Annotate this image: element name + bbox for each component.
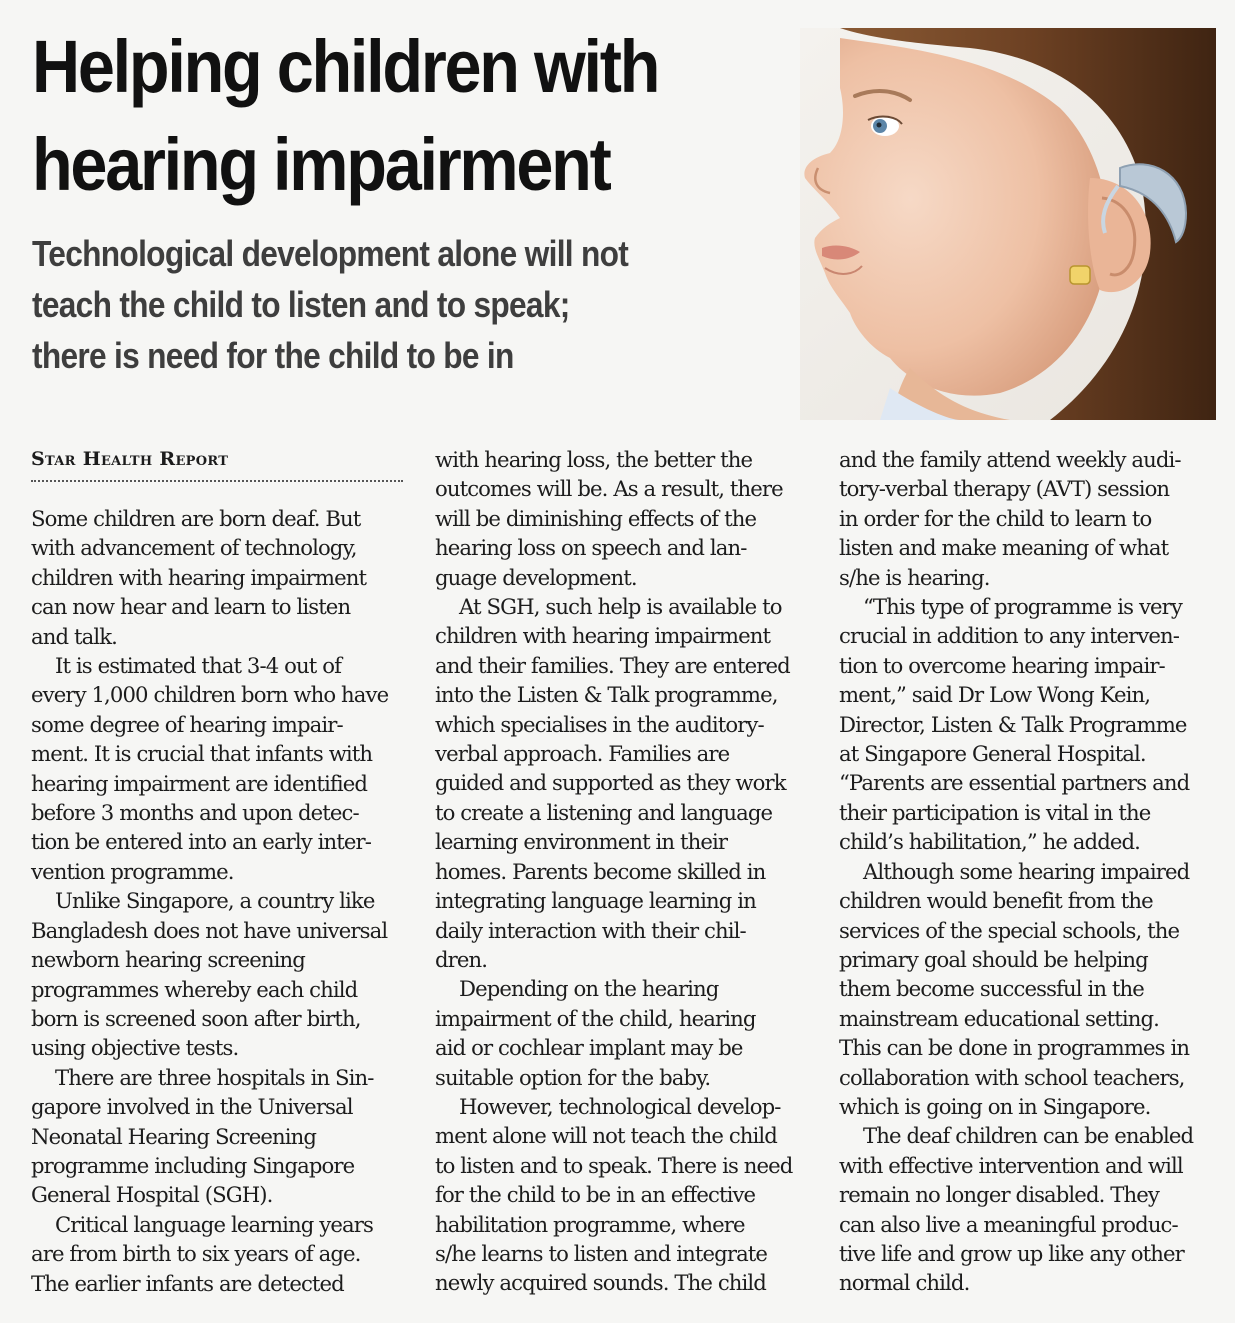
- text-line: before 3 months and upon detec-: [31, 800, 359, 826]
- text-line: habilitation programme, where: [435, 1211, 745, 1237]
- text-line: mainstream educational setting.: [839, 1005, 1159, 1031]
- text-line: can now hear and learn to listen: [31, 594, 351, 620]
- text-line: The earlier infants are detected: [31, 1270, 344, 1296]
- text-line: children with hearing impairment: [31, 564, 367, 590]
- text-line: programmes whereby each child: [31, 976, 358, 1002]
- text-line: The deaf children can be enabled: [863, 1123, 1194, 1149]
- byline-divider: [31, 480, 403, 482]
- paragraph: [31, 1063, 415, 1210]
- article-column-2: [435, 445, 819, 1298]
- text-line: outcomes will be. As a result, there: [435, 476, 783, 502]
- text-line: tive life and grow up like any other: [839, 1240, 1184, 1266]
- child-with-hearing-aid-photo: [800, 28, 1216, 420]
- paragraph: [435, 592, 819, 974]
- text-line: Neonatal Hearing Screening: [31, 1123, 317, 1149]
- text-line: s/he is hearing.: [839, 564, 990, 590]
- text-line: Some children are born deaf. But: [31, 506, 361, 531]
- paragraph: [839, 1121, 1223, 1297]
- article-column-3: [839, 445, 1223, 1298]
- text-line: for the child to be in an effective: [435, 1182, 756, 1208]
- text-line: There are three hospitals in Sin-: [55, 1064, 374, 1090]
- text-line: and talk.: [31, 623, 117, 649]
- text-line: services of the special schools, the: [839, 917, 1180, 943]
- text-line: ment. It is crucial that infants with: [31, 741, 373, 767]
- text-line: homes. Parents become skilled in: [435, 858, 766, 884]
- paragraph: [435, 445, 819, 592]
- text-line: newborn hearing screening: [31, 947, 305, 973]
- text-line: tion be entered into an early inter-: [31, 829, 372, 855]
- text-line: impairment of the child, hearing: [435, 1005, 756, 1031]
- text-line: General Hospital (SGH).: [31, 1182, 273, 1208]
- text-line: verbal approach. Families are: [435, 741, 730, 767]
- text-line: guided and supported as they work: [435, 770, 786, 796]
- text-line: aid or cochlear implant may be: [435, 1035, 743, 1061]
- text-line: Although some hearing impaired: [863, 858, 1190, 884]
- text-line: daily interaction with their chil-: [435, 917, 746, 943]
- paragraph: [839, 445, 1223, 592]
- text-line: Critical language learning years: [55, 1211, 373, 1237]
- text-line: using objective tests.: [31, 1035, 239, 1061]
- text-line: dren.: [435, 946, 488, 972]
- text-line: collaboration with school teachers,: [839, 1064, 1185, 1090]
- text-line: programme including Singapore: [31, 1152, 355, 1178]
- text-line: vention programme.: [31, 858, 234, 884]
- headline-line-1: Helping children with: [32, 25, 659, 108]
- text-line: at Singapore General Hospital.: [839, 741, 1146, 767]
- paragraph: [31, 886, 415, 1062]
- text-line: listen and make meaning of what: [839, 535, 1169, 561]
- paragraph: [31, 504, 415, 651]
- text-line: Director, Listen & Talk Programme: [839, 711, 1187, 737]
- text-line: integrating language learning in: [435, 888, 756, 914]
- text-line: It is estimated that 3-4 out of: [55, 653, 342, 679]
- subheadline-line: teach the child to listen and to speak;: [32, 284, 570, 325]
- paragraph: [839, 857, 1223, 1122]
- text-line: At SGH, such help is available to: [459, 594, 782, 620]
- text-line: which is going on in Singapore.: [839, 1093, 1151, 1119]
- text-line: to create a listening and language: [435, 799, 773, 825]
- text-line: to listen and to speak. There is need: [435, 1152, 793, 1178]
- text-line: gapore involved in the Universal: [31, 1094, 353, 1120]
- paragraph: [435, 974, 819, 1092]
- text-line: newly acquired sounds. The child: [435, 1270, 766, 1296]
- text-line: children would benefit from the: [839, 888, 1153, 914]
- text-line: their participation is vital in the: [839, 799, 1151, 825]
- child-photo-illustration: [800, 28, 1216, 420]
- text-line: into the Listen & Talk programme,: [435, 682, 778, 708]
- subheadline-line: Technological development alone will not: [32, 233, 629, 274]
- article-column-1: [31, 445, 415, 1298]
- subheadline-line: there is need for the child to be in: [32, 335, 514, 376]
- text-line: primary goal should be helping: [839, 946, 1148, 972]
- subheadline: [32, 228, 666, 381]
- text-line: However, technological develop-: [459, 1093, 781, 1119]
- text-line: “This type of programme is very: [863, 594, 1182, 620]
- text-line: every 1,000 children born who have: [31, 682, 389, 708]
- text-line: children with hearing impairment: [435, 623, 771, 649]
- text-line: learning environment in their: [435, 829, 728, 855]
- text-line: guage development.: [435, 564, 637, 590]
- text-line: with hearing loss, the better the: [435, 447, 753, 472]
- text-line: some degree of hearing impair-: [31, 711, 343, 737]
- text-line: will be diminishing effects of the: [435, 505, 757, 531]
- text-line: them become successful in the: [839, 976, 1144, 1002]
- text-line: with advancement of technology,: [31, 535, 357, 561]
- text-line: and their families. They are entered: [435, 652, 790, 678]
- text-line: ment alone will not teach the child: [435, 1123, 777, 1149]
- text-line: remain no longer disabled. They: [839, 1182, 1159, 1208]
- text-line: born is screened soon after birth,: [31, 1005, 361, 1031]
- text-line: normal child.: [839, 1270, 970, 1296]
- text-line: which specialises in the auditory-: [435, 711, 764, 737]
- text-line: Bangladesh does not have universal: [31, 917, 388, 943]
- text-line: are from birth to six years of age.: [31, 1241, 361, 1267]
- text-line: Unlike Singapore, a country like: [55, 888, 375, 914]
- text-line: ment,” said Dr Low Wong Kein,: [839, 682, 1151, 708]
- text-line: crucial in addition to any interven-: [839, 623, 1180, 649]
- paragraph: [31, 1210, 415, 1298]
- text-line: Depending on the hearing: [459, 976, 719, 1002]
- paragraph: [435, 1092, 819, 1298]
- text-line: s/he learns to listen and integrate: [435, 1240, 768, 1266]
- paragraph: [31, 651, 415, 886]
- paragraph: [839, 592, 1223, 857]
- text-line: suitable option for the baby.: [435, 1064, 711, 1090]
- text-line: “Parents are essential partners and: [839, 770, 1190, 796]
- text-line: tory-verbal therapy (AVT) session: [839, 476, 1170, 502]
- headline: [32, 18, 716, 214]
- text-line: hearing loss on speech and lan-: [435, 535, 747, 561]
- text-line: and the family attend weekly audi-: [839, 447, 1181, 472]
- text-line: tion to overcome hearing impair-: [839, 652, 1165, 678]
- text-line: in order for the child to learn to: [839, 505, 1152, 531]
- text-line: can also live a meaningful produc-: [839, 1211, 1178, 1237]
- text-line: child’s habilitation,” he added.: [839, 829, 1140, 855]
- text-line: This can be done in programmes in: [839, 1035, 1190, 1061]
- byline: Star Health Report: [31, 448, 229, 470]
- text-line: hearing impairment are identified: [31, 770, 368, 796]
- headline-line-2: hearing impairment: [32, 123, 610, 206]
- text-line: with effective intervention and will: [839, 1152, 1183, 1178]
